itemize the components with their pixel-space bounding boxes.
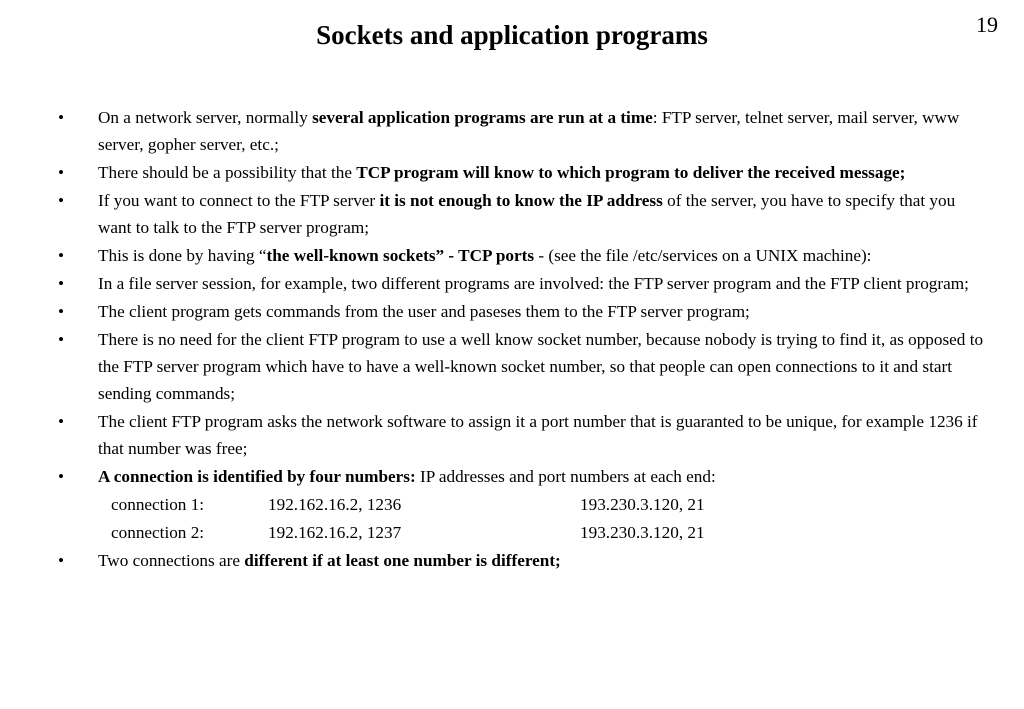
bullet-item: [58, 242, 988, 269]
bullet-marker: •: [58, 108, 65, 127]
connection-label: connection 1:: [111, 495, 205, 514]
bullet-item: [58, 408, 988, 462]
bullet-marker: •: [58, 467, 65, 486]
bullet-emphasis: different if at least one number is different;: [244, 551, 561, 570]
connection-label: connection 2:: [111, 523, 205, 542]
bullet-marker: •: [58, 274, 65, 293]
bullet-text: There is no need for the client FTP program to use a well know socket number, because nobody is trying to find it, as opposed to the FTP server program which have to have a well-known socket number, so that people can open connections to it and start sending commands;: [98, 330, 984, 403]
bullet-text: If you want to connect to the FTP server: [98, 191, 380, 210]
bullet-text: On a network server, normally: [98, 108, 313, 127]
bullet-marker: •: [58, 163, 65, 182]
bullet-marker: •: [58, 412, 65, 431]
bullet-text: Two connections are: [98, 551, 245, 570]
bullet-emphasis: TCP program will know to which program to deliver the received message;: [356, 163, 906, 182]
connection-row-1: [58, 491, 988, 518]
slide-number: 19: [976, 12, 998, 37]
slide-title: Sockets and application programs: [316, 20, 708, 50]
bullet-list: [58, 104, 988, 575]
bullet-item: [58, 463, 988, 490]
bullet-item: [58, 187, 988, 241]
bullet-emphasis: it is not enough to know the IP address: [379, 191, 663, 210]
bullet-text: : FTP server, telnet server, mail server, www server, gopher server, etc.;: [98, 108, 960, 154]
bullet-item: [58, 159, 988, 186]
bullet-item: [58, 326, 988, 407]
bullet-text: In a file server session, for example, two different programs are involved: the FTP server program and the FTP client program;: [98, 274, 969, 293]
connection-destination: 193.230.3.120, 21: [580, 495, 705, 514]
bullet-item: [58, 298, 988, 325]
bullet-emphasis: A connection is identified by four numbers:: [98, 467, 416, 486]
connection-destination: 193.230.3.120, 21: [580, 523, 705, 542]
bullet-text: There should be a possibility that the: [98, 163, 357, 182]
bullet-emphasis: the well-known sockets” - TCP ports: [266, 246, 535, 265]
bullet-marker: •: [58, 246, 65, 265]
bullet-text: This is done by having “: [98, 246, 267, 265]
bullet-text: IP addresses and port numbers at each end:: [415, 467, 716, 486]
bullet-text: - (see the file /etc/services on a UNIX machine):: [534, 246, 872, 265]
bullet-text: The client program gets commands from the user and paseses them to the FTP server program;: [98, 302, 750, 321]
bullet-marker: •: [58, 330, 65, 349]
bullet-marker: •: [58, 302, 65, 321]
bullet-item: [58, 104, 988, 158]
connection-row-2: [58, 519, 988, 546]
bullet-item: [58, 270, 988, 297]
bullet-item: [58, 547, 988, 574]
bullet-marker: •: [58, 191, 65, 210]
bullet-text: of the server, you have to specify that you want to talk to the FTP server program;: [98, 191, 956, 237]
bullet-emphasis: several application programs are run at a time: [312, 108, 653, 127]
connection-source: 192.162.16.2, 1237: [268, 523, 402, 542]
bullet-text: The client FTP program asks the network software to assign it a port number that is guaranted to be unique, for example 1236 if that number was free;: [98, 412, 978, 458]
connection-source: 192.162.16.2, 1236: [268, 495, 402, 514]
bullet-marker: •: [58, 551, 65, 570]
